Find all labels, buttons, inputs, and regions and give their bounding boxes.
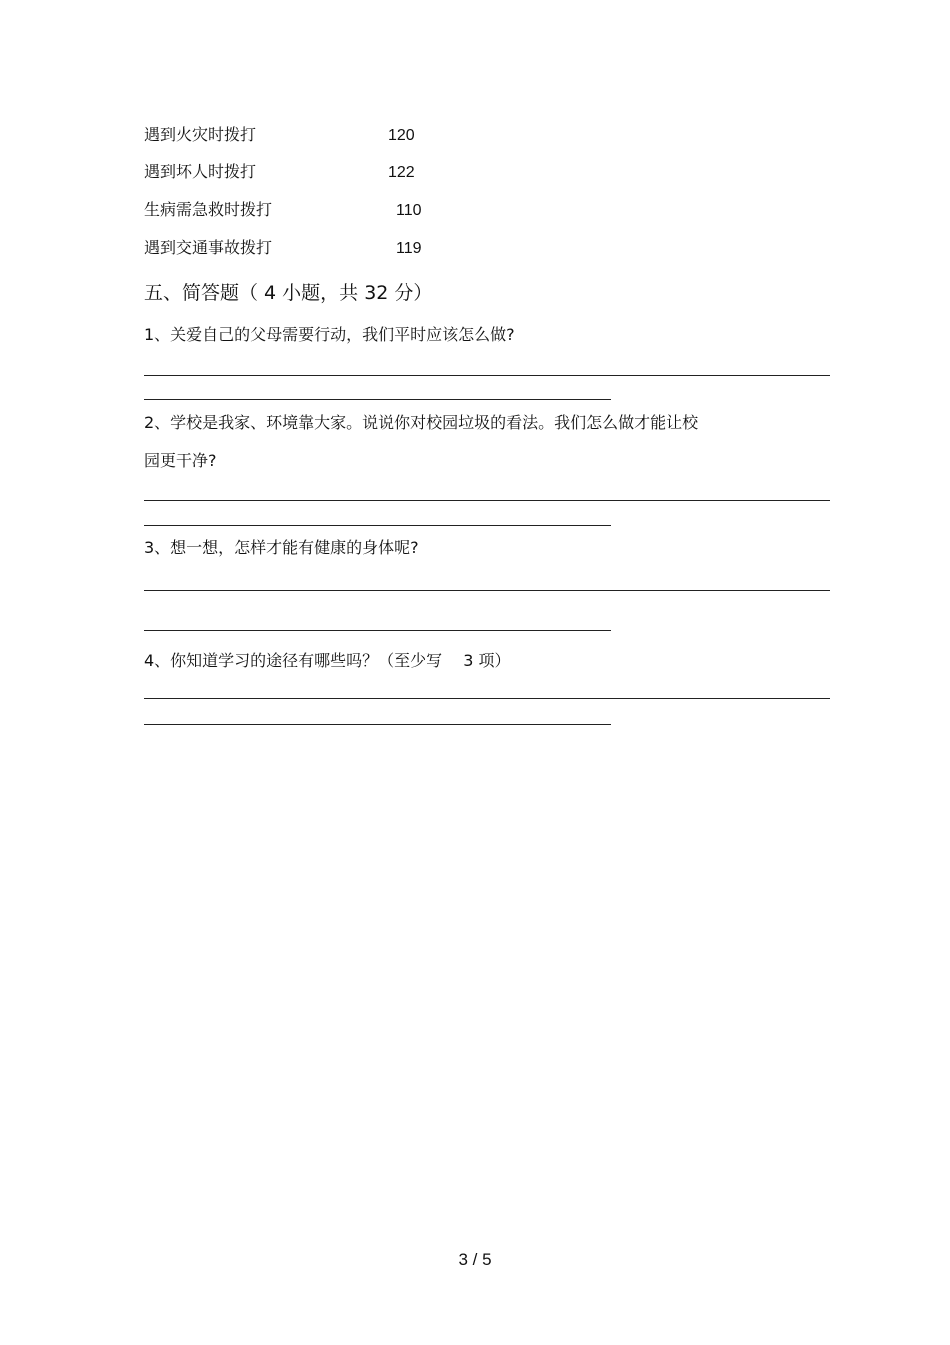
answer-line-3b: [144, 630, 611, 631]
question-4: 4、你知道学习的途径有哪些吗？（至少写 3 项）: [144, 651, 511, 670]
answer-line-4a: [144, 698, 830, 699]
matching-item-2-left: 遇到坏人时拨打: [144, 162, 257, 181]
matching-item-3-left: 生病需急救时拨打: [144, 200, 273, 219]
question-2-line-2: 园更干净?: [144, 451, 217, 470]
question-2-line-1: 2、学校是我家、环境靠大家。说说你对校园垃圾的看法。我们怎么做才能让校: [144, 413, 699, 432]
answer-line-4b: [144, 724, 611, 725]
matching-item-1-right: 120: [388, 127, 415, 144]
matching-item-3-right: 110: [396, 202, 422, 219]
answer-line-1b: [144, 399, 611, 400]
matching-item-4-right: 119: [396, 240, 422, 257]
question-1: 1、关爱自己的父母需要行动，我们平时应该怎么做?: [144, 325, 515, 344]
section-5-title: 五、简答题（ 4 小题，共 32 分）: [144, 282, 433, 304]
page-number: 3 / 5: [458, 1250, 492, 1269]
answer-line-1a: [144, 375, 830, 376]
question-3: 3、想一想，怎样才能有健康的身体呢?: [144, 538, 419, 557]
matching-item-4-left: 遇到交通事故拨打: [144, 238, 273, 257]
answer-line-2a: [144, 500, 830, 501]
answer-line-2b: [144, 525, 611, 526]
matching-item-1-left: 遇到火灾时拨打: [144, 125, 257, 144]
matching-item-2-right: 122: [388, 164, 415, 181]
answer-line-3a: [144, 590, 830, 591]
